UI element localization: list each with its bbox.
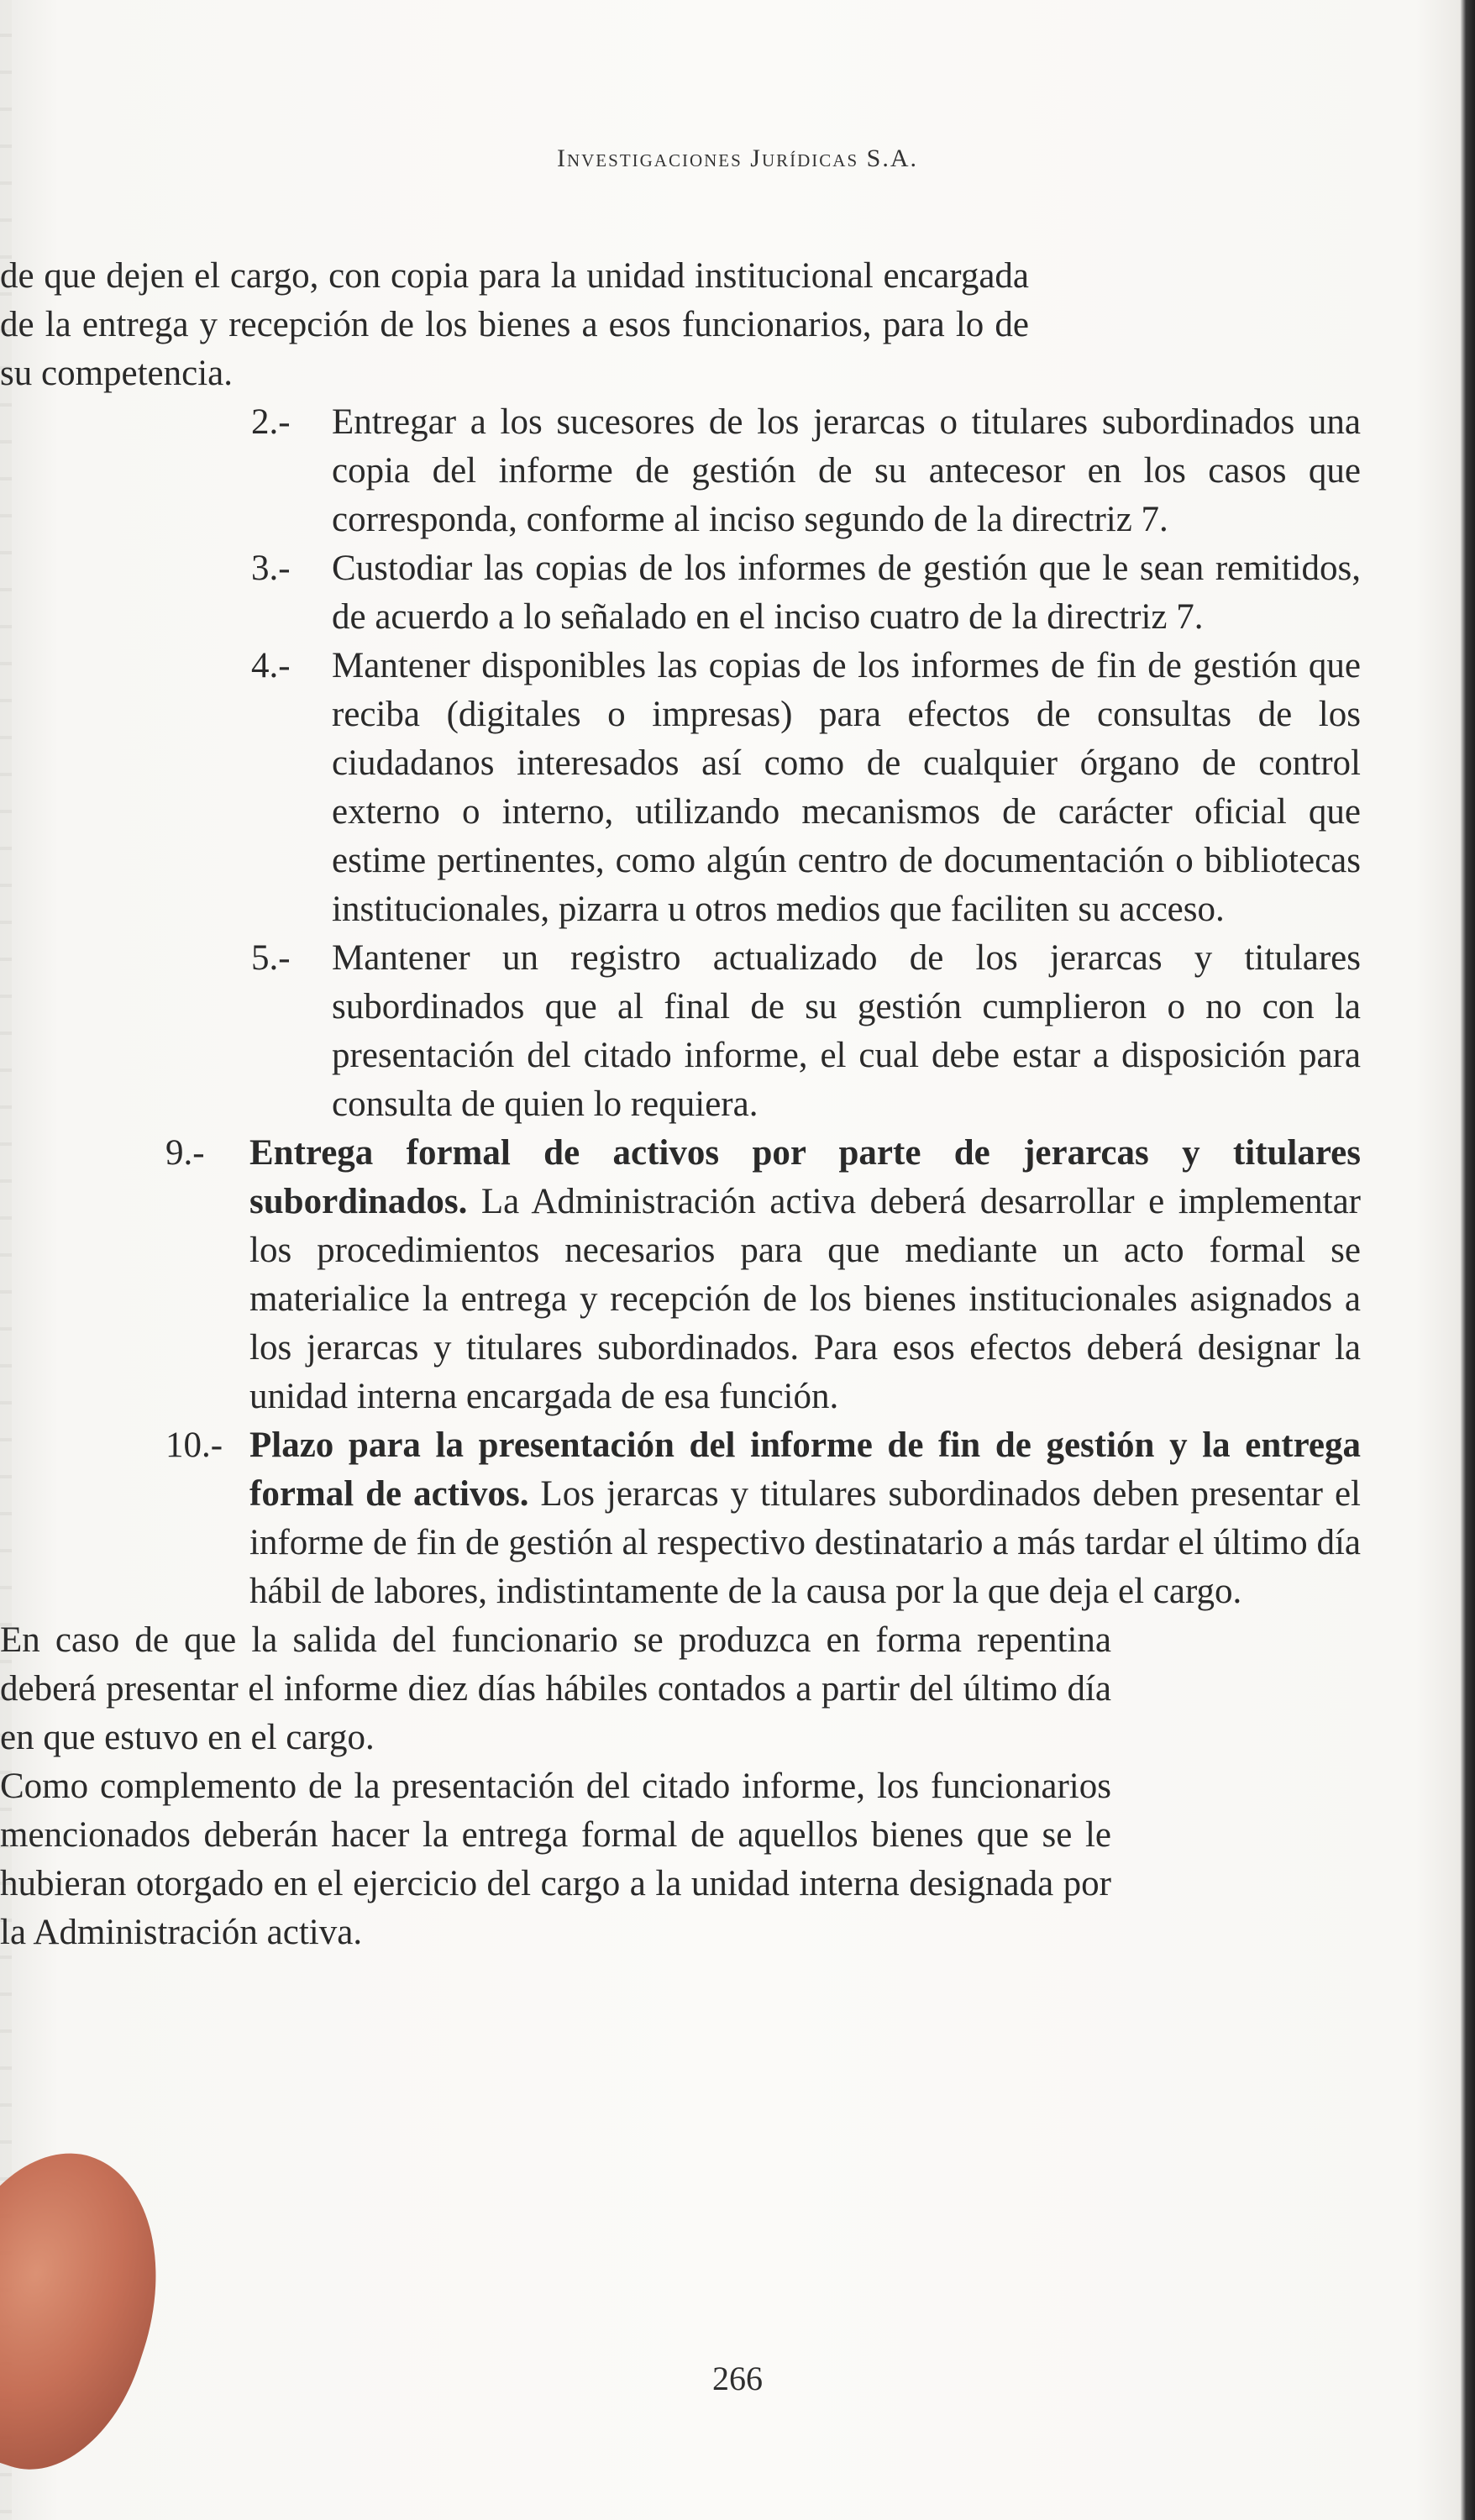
sub-item-text: Entregar a los sucesores de los jerarcas o titulares subordinados una copia del informe de gestión de su antecesor en los casos que corresponda, conforme al inciso segundo de la directriz 7. <box>332 402 1361 539</box>
directive-item-10 <box>165 1421 1361 1616</box>
sub-item-4 <box>251 642 1361 934</box>
page-body <box>0 252 1475 1957</box>
directive-number: 9.- <box>165 1133 205 1173</box>
sub-item-2 <box>251 398 1361 544</box>
sub-item-5 <box>251 934 1361 1129</box>
sub-item-number: 5.- <box>251 938 291 978</box>
sub-item-number: 2.- <box>251 402 291 442</box>
sub-item-text: Mantener un registro actualizado de los jerarcas y titulares subordinados que al final de su gestión cumplieron o no con la presentación del citado informe, el cual debe estar a disposición para consulta de quien lo requiera. <box>332 938 1361 1124</box>
sub-item-3 <box>251 544 1361 642</box>
directive-10-paragraph-3: Como complemento de la presentación del citado informe, los funcionarios mencionados deberán hacer la entrega formal de aquellos bienes que se le hubieran otorgado en el ejercicio del cargo a la unidad interna designada por la Administración activa. <box>0 1767 1111 1952</box>
sub-item-number: 4.- <box>251 646 291 685</box>
directive-text: La Administración activa deberá desarrollar e implementar los procedimientos necesarios para que mediante un acto formal se materialice la entrega y recepción de los bienes institucionales asignados a los jerarcas y titulares subordinados. Para esos efectos deberá designar la unidad interna encargada de esa función. <box>249 1182 1361 1416</box>
page-number: 266 <box>712 2360 763 2397</box>
thumb-holding-page <box>0 2126 196 2495</box>
continuation-paragraph: de que dejen el cargo, con copia para la unidad institucional encargada de la entrega y recepción de los bienes a esos funcionarios, para lo de su competencia. <box>0 256 1029 393</box>
directive-title: Plazo para la presentación del informe de fin de gestión y la entrega formal de activos. <box>249 1425 1361 1514</box>
running-head: Investigaciones Jurídicas S.A. <box>556 144 919 172</box>
sub-item-text: Custodiar las copias de los informes de gestión que le sean remitidos, de acuerdo a lo señalado en el inciso cuatro de la directriz 7. <box>332 549 1361 637</box>
directive-item-9 <box>165 1129 1361 1421</box>
directive-10-paragraph-2: En caso de que la salida del funcionario se produzca en forma repentina deberá presentar el informe diez días hábiles contados a partir del último día en que estuvo en el cargo. <box>0 1620 1111 1757</box>
directive-number: 10.- <box>165 1425 223 1465</box>
directive-text: Los jerarcas y titulares subordinados deben presentar el informe de fin de gestión al respectivo destinatario a más tardar el último día hábil de labores, indistintamente de la causa por la que deja el cargo. <box>249 1474 1361 1611</box>
directive-title: Entrega formal de activos por parte de jerarcas y titulares subordinados. <box>249 1133 1361 1221</box>
sub-item-number: 3.- <box>251 549 291 588</box>
sub-item-text: Mantener disponibles las copias de los informes de fin de gestión que reciba (digitales o impresas) para efectos de consultas de los ciudadanos interesados así como de cualquier órgano de control externo o interno, utilizando mecanismos de carácter oficial que estime pertinentes, como algún centro de documentación o bibliotecas institucionales, pizarra u otros medios que faciliten su acceso. <box>332 646 1361 929</box>
